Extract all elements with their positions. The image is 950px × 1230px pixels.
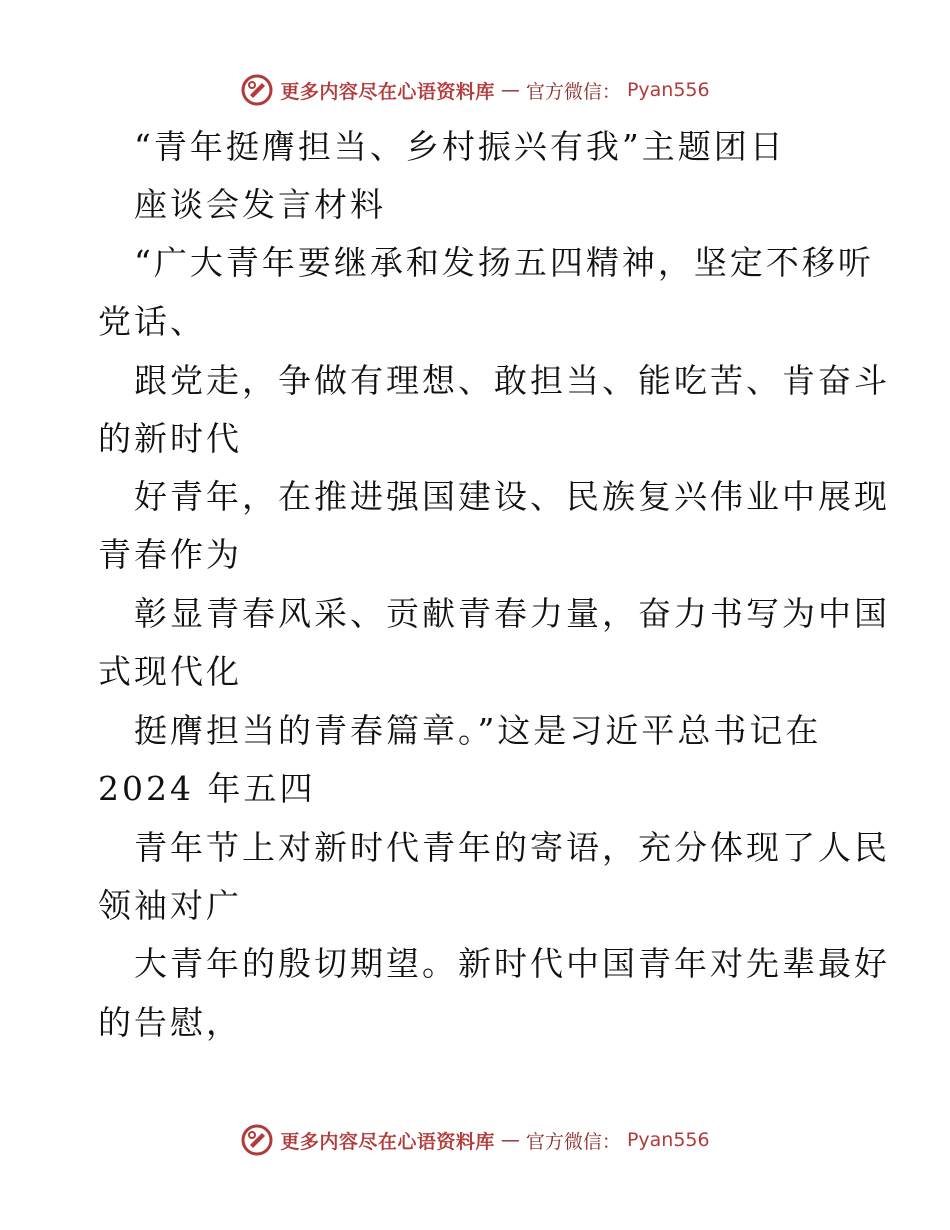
banner-separator: — [500,1129,520,1151]
document-title-line-1: “青年挺膺担当、乡村振兴有我”主题团日 [134,127,786,166]
brand-name: 更多内容尽在心语资料库 [280,80,495,103]
brand-logo-icon [240,1123,274,1157]
wechat-label: 官方微信： [525,1130,621,1153]
paragraph-line: 党话、 [98,302,206,341]
paragraph-line: 式现代化 [98,652,242,691]
header-banner [0,70,950,110]
wechat-label: 官方微信： [525,80,621,103]
paragraph-line: 挺膺担当的青春篇章。”这是习近平总书记在 [134,711,822,750]
paragraph-line: 好青年，在推进强国建设、民族复兴伟业中展现 [134,477,890,516]
wechat-id: Pyan556 [626,1129,710,1151]
paragraph-line: 领袖对广 [98,886,242,925]
wechat-id: Pyan556 [626,79,710,101]
paragraph-line: 青春作为 [98,535,242,574]
paragraph-line: 的新时代 [98,419,242,458]
paragraph-line: 大青年的殷切期望。新时代中国青年对先辈最好 [134,944,890,983]
paragraph-line: 青年节上对新时代青年的寄语，充分体现了人民 [134,828,890,867]
paragraph-line: 跟党走，争做有理想、敢担当、能吃苦、肯奋斗 [134,361,890,400]
paragraph-line: 的告慰， [98,1003,242,1042]
brand-logo-icon [240,73,274,107]
paragraph-line: “广大青年要继承和发扬五四精神，坚定不移听 [134,243,874,282]
paragraph-line: 彰显青春风采、贡献青春力量，奋力书写为中国 [134,594,890,633]
brand-name: 更多内容尽在心语资料库 [280,1130,495,1153]
banner-separator: — [500,79,520,101]
document-title-line-2: 座谈会发言材料 [134,185,386,224]
footer-banner [0,1120,950,1160]
paragraph-line: 2024 年五四 [98,769,316,808]
